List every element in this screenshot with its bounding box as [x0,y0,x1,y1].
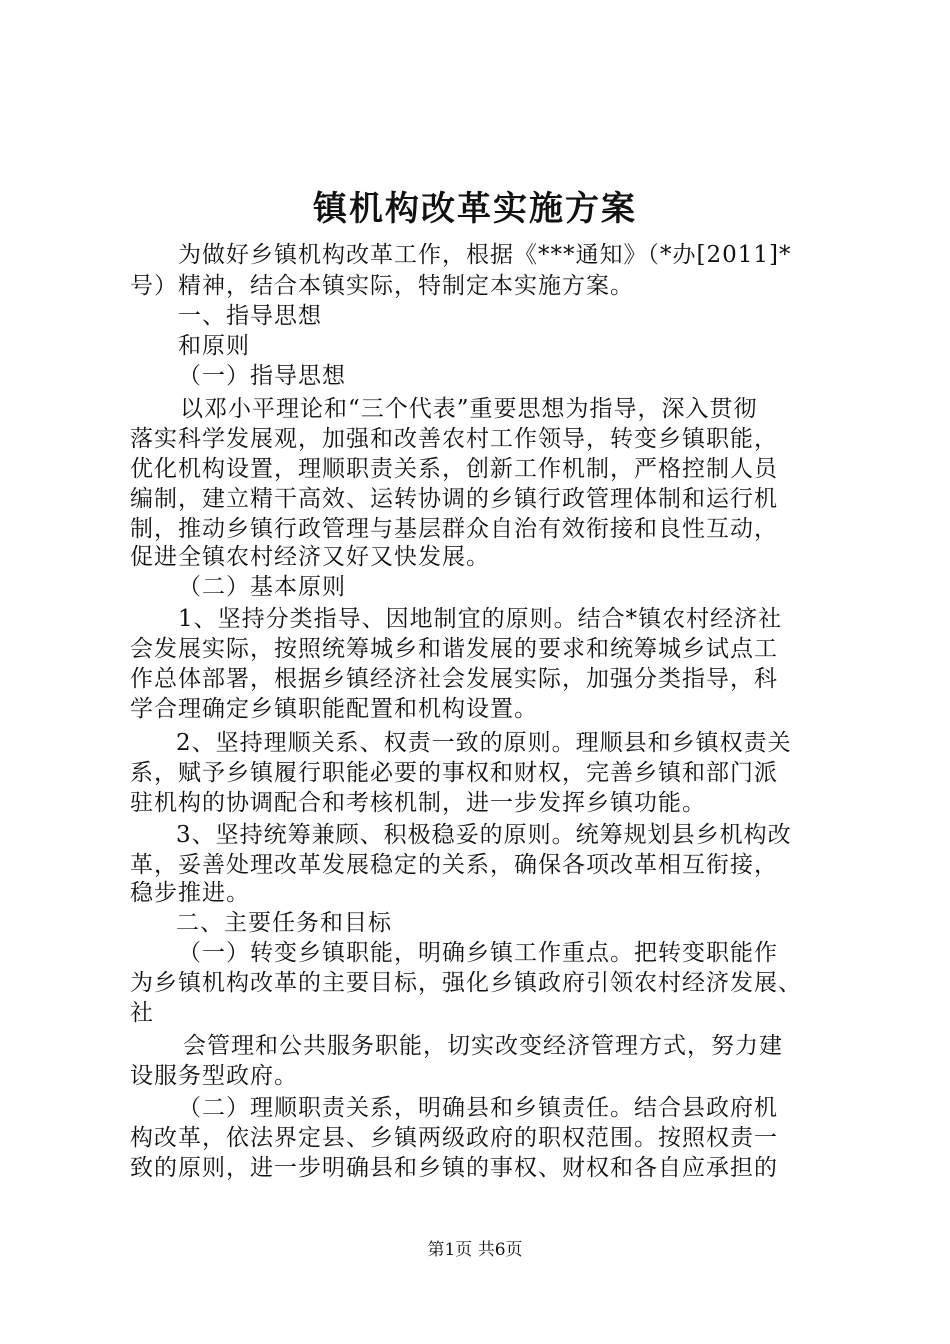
body-line: 构改革，依法界定县、乡镇两级政府的职权范围。按照权责一 [130,1125,778,1151]
body-line: 学合理确定乡镇职能配置和机构设置。 [130,696,538,722]
body-line: 设服务型政府。 [130,1063,298,1089]
section-heading: 和原则 [178,333,250,359]
body-line: 驻机构的协调配合和考核机制，进一步发挥乡镇功能。 [130,790,706,816]
body-line: 会管理和公共服务职能，切实改变经济管理方式，努力建 [183,1033,783,1059]
body-line: 为乡镇机构改革的主要目标，强化乡镇政府引领农村经济发展、 [130,970,802,996]
body-line: 促进全镇农村经济又好又快发展。 [130,544,490,570]
subsection-heading: （一）指导思想 [178,363,346,389]
body-line: 编制，建立精干高效、运转协调的乡镇行政管理体制和运行机 [130,486,778,512]
body-line: 系，赋予乡镇履行职能必要的事权和财权，完善乡镇和部门派 [130,760,778,786]
body-line: 为做好乡镇机构改革工作，根据《***通知》（*办[2011]* [178,242,792,268]
body-line: 作总体部署，根据乡镇经济社会发展实际，加强分类指导，科 [130,666,778,692]
body-line: 优化机构设置，理顺职责关系，创新工作机制，严格控制人员 [130,456,778,482]
body-line: （二）理顺职责关系，明确县和乡镇责任。结合县政府机 [178,1095,778,1121]
body-line: 制，推动乡镇行政管理与基层群众自治有效衔接和良性互动， [130,516,778,542]
body-line: 3、坚持统筹兼顾、积极稳妥的原则。统筹规划县乡机构改 [176,822,792,848]
body-line: 2、坚持理顺关系、权责一致的原则。理顺县和乡镇权责关 [176,730,792,756]
body-line: 以邓小平理论和“三个代表”重要思想为指导，深入贯彻 [180,396,758,422]
page-footer: 第1页 共6页 [427,1240,523,1260]
body-line: 致的原则，进一步明确县和乡镇的事权、财权和各自应承担的 [130,1155,778,1181]
body-line: 1、坚持分类指导、因地制宜的原则。结合*镇农村经济社 [178,606,783,632]
body-line: 会发展实际，按照统筹城乡和谐发展的要求和统筹城乡试点工 [130,636,778,662]
body-line: （一）转变乡镇职能，明确乡镇工作重点。把转变职能作 [178,940,778,966]
body-line: 社 [130,1000,154,1026]
body-line: 稳步推进。 [130,880,250,906]
section-heading: 一、指导思想 [178,303,322,329]
document-title: 镇机构改革实施方案 [313,189,637,229]
body-line: 落实科学发展观，加强和改善农村工作领导，转变乡镇职能， [130,426,778,452]
subsection-heading: （二）基本原则 [178,574,346,600]
body-line: 革，妥善处理改革发展稳定的关系，确保各项改革相互衔接， [130,852,778,878]
section-heading: 二、主要任务和目标 [176,910,392,936]
body-line: 号）精神，结合本镇实际，特制定本实施方案。 [130,273,634,299]
